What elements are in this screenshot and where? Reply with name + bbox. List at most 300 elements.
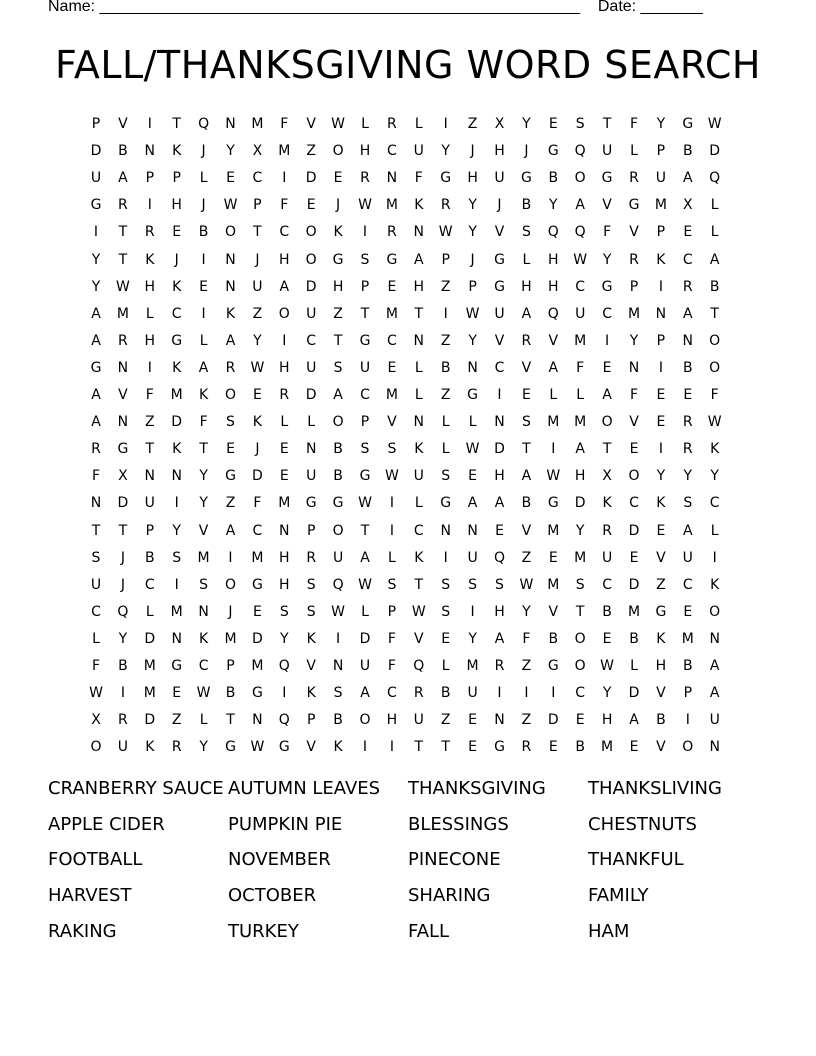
grid-letter: J [255,251,260,268]
grid-letter: F [414,170,423,187]
grid-letter: N [709,630,720,647]
grid-letter: A [333,387,343,403]
grid-letter: D [252,630,263,647]
grid-letter: O [305,251,317,268]
grid-letter: P [387,603,397,620]
grid-letter: E [172,685,182,702]
grid-letter: D [494,441,505,458]
grid-letter: U [601,143,613,160]
grid-letter: N [467,359,478,376]
grid-letter: N [494,712,505,729]
grid-letter: G [655,603,667,620]
grid-letter: Q [547,224,559,241]
grid-letter: I [605,332,610,349]
grid-letter: T [414,576,424,593]
grid-letter: Z [440,332,451,349]
grid-letter: C [360,387,370,403]
grid-letter: K [710,441,720,458]
grid-letter: L [387,549,396,566]
grid-letter: M [170,387,183,403]
grid-letter: T [118,251,128,268]
grid-letter: G [386,251,398,268]
grid-letter: E [629,739,639,756]
grid-letter: O [601,414,613,431]
grid-letter: N [144,143,156,160]
grid-letter: N [252,712,263,729]
grid-letter: U [413,712,424,729]
grid-letter: S [387,441,397,458]
grid-letter: D [574,495,586,512]
grid-letter: W [358,576,372,593]
grid-letter: Z [225,495,236,512]
grid-letter: S [441,603,451,620]
grid-letter: S [172,549,182,566]
grid-letter: Z [440,278,451,295]
grid-letter: S [521,414,531,431]
grid-letter: U [306,359,317,376]
grid-letter: T [145,441,155,458]
grid-letter: H [494,143,505,160]
grid-letter: C [198,658,209,674]
grid-letter: A [360,685,370,702]
grid-letter: E [468,468,478,485]
grid-letter: Z [145,414,155,431]
grid-letter: U [682,549,693,566]
grid-letter: Q [278,658,290,674]
grid-letter: N [117,414,129,431]
grid-letter: L [145,305,154,322]
grid-letter: D [628,522,640,539]
grid-letter: K [172,441,182,458]
grid-letter: O [332,522,344,539]
grid-letter: J [497,197,502,214]
grid-letter: E [548,739,558,756]
grid-letter: G [547,143,559,160]
grid-letter: U [413,468,424,485]
grid-letter: T [253,224,262,241]
grid-letter: F [387,658,396,674]
grid-letter: N [467,522,478,539]
grid-letter: G [225,468,236,485]
grid-letter: E [387,278,397,295]
grid-letter: H [171,197,182,214]
grid-letter: X [494,116,505,132]
grid-letter: W [707,116,722,132]
grid-letter: T [522,441,531,458]
grid-letter: U [494,305,505,322]
grid-letter: I [174,576,179,593]
grid-letter: C [709,495,720,512]
grid-letter: U [332,549,344,566]
grid-letter: R [629,251,639,268]
grid-letter: A [118,170,128,187]
grid-letter: R [682,414,693,431]
grid-letter: Y [468,197,477,214]
grid-letter: Z [521,549,532,566]
grid-letter: S [575,576,585,593]
word-list-item: AUTUMN LEAVES [228,778,381,799]
grid-letter: R [118,332,128,349]
grid-letter: M [627,603,641,620]
grid-letter: V [306,116,316,132]
grid-letter: I [362,224,368,241]
grid-letter: B [682,143,693,160]
grid-letter: M [143,658,156,674]
word-list-item: PINECONE [408,849,501,871]
grid-letter: M [627,305,641,322]
grid-letter: E [226,441,235,458]
grid-letter: H [548,251,559,268]
grid-letter: W [250,359,265,376]
grid-letter: K [199,630,209,647]
grid-letter: E [199,278,209,295]
grid-letter: Z [333,305,343,322]
grid-letter: I [443,305,448,322]
grid-letter: U [413,143,424,160]
grid-letter: O [574,630,586,647]
grid-letter: C [575,278,586,295]
grid-letter: Q [198,116,210,132]
grid-letter: B [440,359,451,376]
grid-letter: Y [441,143,450,160]
grid-letter: G [251,576,263,593]
word-list-item: PUMPKIN PIE [228,813,343,835]
grid-letter: H [574,468,586,485]
word-list-item: FAMILY [588,885,649,907]
grid-letter: Y [468,630,477,647]
grid-letter: I [282,685,287,702]
grid-letter: E [279,441,289,458]
grid-letter: R [306,549,317,566]
grid-letter: I [658,359,663,376]
grid-letter: S [199,576,209,593]
grid-letter: A [414,251,424,268]
grid-letter: I [174,495,179,512]
grid-letter: Q [709,170,721,187]
grid-letter: O [332,414,344,431]
grid-letter: N [305,441,317,458]
grid-letter: B [333,712,343,729]
grid-letter: W [519,576,534,593]
grid-letter: U [709,712,720,729]
grid-letter: K [333,739,343,756]
grid-letter: Q [117,603,129,620]
grid-letter: P [683,685,693,702]
word-list-item: THANKSLIVING [588,778,722,799]
grid-letter: C [494,359,505,376]
grid-letter: L [361,603,369,620]
grid-letter: M [251,658,264,674]
grid-letter: K [172,278,182,295]
grid-letter: G [628,197,640,214]
grid-letter: E [548,116,558,132]
grid-letter: M [654,197,667,214]
grid-letter: U [467,549,478,566]
word-list-item: THANKSGIVING [408,778,546,799]
grid-letter: L [441,658,450,674]
grid-letter: I [201,305,206,322]
grid-letter: I [147,116,152,132]
grid-letter: M [574,549,587,566]
grid-letter: P [360,278,370,295]
grid-letter: P [468,278,477,295]
grid-letter: C [252,522,263,539]
grid-letter: K [145,251,155,268]
grid-letter: N [225,278,236,295]
grid-letter: H [359,143,371,160]
grid-letter: L [199,332,208,349]
grid-letter: G [440,495,452,512]
grid-letter: M [385,197,398,214]
grid-letter: Y [602,251,612,268]
grid-letter: G [305,495,317,512]
grid-letter: R [144,224,155,241]
grid-letter: Y [522,116,531,132]
grid-letter: V [494,332,505,349]
grid-letter: S [306,576,316,593]
grid-letter: M [197,549,210,566]
grid-letter: O [574,170,586,187]
grid-letter: N [171,468,182,485]
grid-letter: K [710,576,720,593]
grid-letter: H [279,359,290,376]
grid-letter: X [252,143,263,160]
grid-letter: U [359,658,371,674]
grid-letter: B [440,685,451,702]
grid-letter: F [522,630,531,647]
grid-letter: E [226,170,235,187]
grid-letter: T [414,739,424,756]
grid-letter: U [494,170,505,187]
grid-letter: N [413,332,425,349]
grid-letter: M [547,414,560,431]
grid-letter: G [359,332,371,349]
word-list-item: CHESTNUTS [588,813,697,835]
grid-letter: I [470,603,475,620]
grid-letter: O [224,224,237,241]
grid-letter: O [709,359,721,376]
grid-letter: H [279,549,290,566]
grid-letter: M [547,576,560,593]
grid-letter: P [656,332,666,349]
grid-letter: I [282,170,287,187]
word-list-item: BLESSINGS [408,813,509,835]
grid-letter: Y [468,224,477,241]
grid-letter: R [118,712,128,729]
grid-letter: C [682,251,693,268]
grid-letter: B [548,630,559,647]
grid-letter: I [551,685,556,702]
grid-letter: L [199,712,208,729]
grid-letter: W [331,116,346,132]
name-date-line: Name: ______________________________________________________ Date: _______ [48,0,703,15]
word-list-item: RAKING [48,920,117,942]
grid-letter: G [467,387,479,403]
grid-letter: R [387,224,397,241]
grid-letter: C [413,522,424,539]
grid-letter: I [336,630,341,647]
grid-letter: W [358,495,372,512]
grid-letter: P [226,658,235,674]
grid-letter: L [307,414,316,431]
grid-letter: R [91,441,101,458]
grid-letter: L [549,387,558,403]
grid-letter: I [362,739,368,756]
grid-letter: G [90,197,102,214]
grid-letter: L [414,116,423,132]
grid-letter: O [709,603,721,620]
grid-letter: D [305,387,317,403]
grid-letter: L [522,251,531,268]
grid-letter: Y [118,630,128,647]
grid-letter: V [494,224,505,241]
grid-letter: A [467,495,478,512]
grid-letter: B [333,468,343,485]
grid-letter: H [279,251,290,268]
grid-letter: T [172,116,181,132]
grid-letter: H [521,278,532,295]
grid-letter: L [414,359,423,376]
grid-letter: R [629,170,639,187]
grid-letter: B [118,658,128,674]
word-list-item: NOVEMBER [228,849,331,871]
grid-letter: S [575,116,585,132]
grid-letter: L [414,387,423,403]
grid-letter: A [521,305,532,322]
grid-letter: A [198,359,209,376]
grid-letter: B [682,359,693,376]
grid-letter: R [682,278,693,295]
grid-letter: E [548,549,558,566]
grid-letter: R [521,332,532,349]
grid-letter: C [602,576,612,593]
grid-letter: J [524,143,529,160]
grid-letter: T [710,305,719,322]
grid-letter: M [251,549,264,566]
grid-letter: G [494,278,505,295]
word-list-item: SHARING [408,885,491,907]
grid-letter: N [386,170,398,187]
grid-letter: W [89,685,103,702]
grid-letter: S [226,414,235,431]
grid-letter: A [683,522,693,539]
grid-letter: R [118,197,128,214]
grid-letter: B [225,685,236,702]
grid-letter: I [93,224,99,241]
word-list-item: FOOTBALL [48,849,143,871]
grid-letter: O [574,658,586,674]
grid-letter: P [253,197,262,214]
grid-letter: Y [280,630,289,647]
grid-letter: B [144,549,155,566]
grid-letter: S [333,685,343,702]
grid-letter: U [90,576,102,593]
grid-letter: V [414,630,424,647]
grid-letter: M [601,739,614,756]
grid-letter: E [252,603,262,620]
grid-letter: H [494,468,505,485]
grid-letter: F [91,658,101,674]
grid-letter: X [683,197,693,214]
grid-letter: Y [602,685,612,702]
grid-letter: C [629,495,639,512]
grid-letter: E [441,630,451,647]
grid-letter: G [682,116,694,132]
grid-letter: H [494,603,505,620]
grid-letter: N [144,468,156,485]
grid-letter: K [656,630,666,647]
grid-letter: N [413,414,425,431]
grid-letter: M [466,658,479,674]
grid-letter: F [603,224,612,241]
grid-letter: K [414,441,424,458]
grid-letter: P [441,251,450,268]
grid-letter: Q [547,305,559,322]
grid-letter: P [656,224,666,241]
grid-letter: G [520,170,532,187]
grid-letter: I [201,251,206,268]
grid-letter: Y [91,251,101,268]
grid-letter: L [361,116,369,132]
grid-letter: E [279,468,289,485]
grid-letter: V [306,658,316,674]
grid-letter: R [387,116,397,132]
grid-letter: H [601,712,613,729]
grid-letter: P [145,170,155,187]
grid-letter: B [118,143,128,160]
grid-letter: C [171,305,182,322]
grid-letter: W [196,685,211,702]
grid-letter: D [628,576,640,593]
grid-letter: U [575,305,586,322]
grid-letter: G [547,495,559,512]
grid-letter: I [551,441,556,458]
grid-letter: Q [574,224,586,241]
grid-letter: G [359,468,371,485]
grid-letter: O [90,739,102,756]
word-list-item: CRANBERRY SAUCE [48,778,224,799]
grid-letter: I [497,685,502,702]
grid-letter: Y [253,332,262,349]
grid-letter: X [118,468,128,485]
grid-letter: B [198,224,209,241]
grid-letter: I [120,685,125,702]
grid-letter: E [575,712,585,729]
grid-letter: A [225,522,236,539]
grid-letter: Z [440,387,451,403]
grid-letter: N [171,630,182,647]
grid-letter: A [494,495,505,512]
grid-letter: A [548,359,559,376]
grid-letter: S [521,224,531,241]
grid-letter: I [658,278,663,295]
grid-letter: G [225,739,236,756]
grid-letter: Q [413,658,425,674]
grid-letter: P [91,116,101,132]
grid-letter: D [709,143,721,160]
grid-letter: N [413,224,425,241]
grid-letter: A [91,305,101,322]
grid-letter: V [656,739,666,756]
grid-letter: I [389,739,394,756]
grid-letter: Z [467,116,478,132]
grid-letter: I [389,522,394,539]
grid-letter: Q [278,712,290,729]
grid-letter: L [710,197,719,214]
grid-letter: Y [199,495,208,512]
grid-letter: Z [656,576,666,593]
grid-letter: I [497,387,502,403]
